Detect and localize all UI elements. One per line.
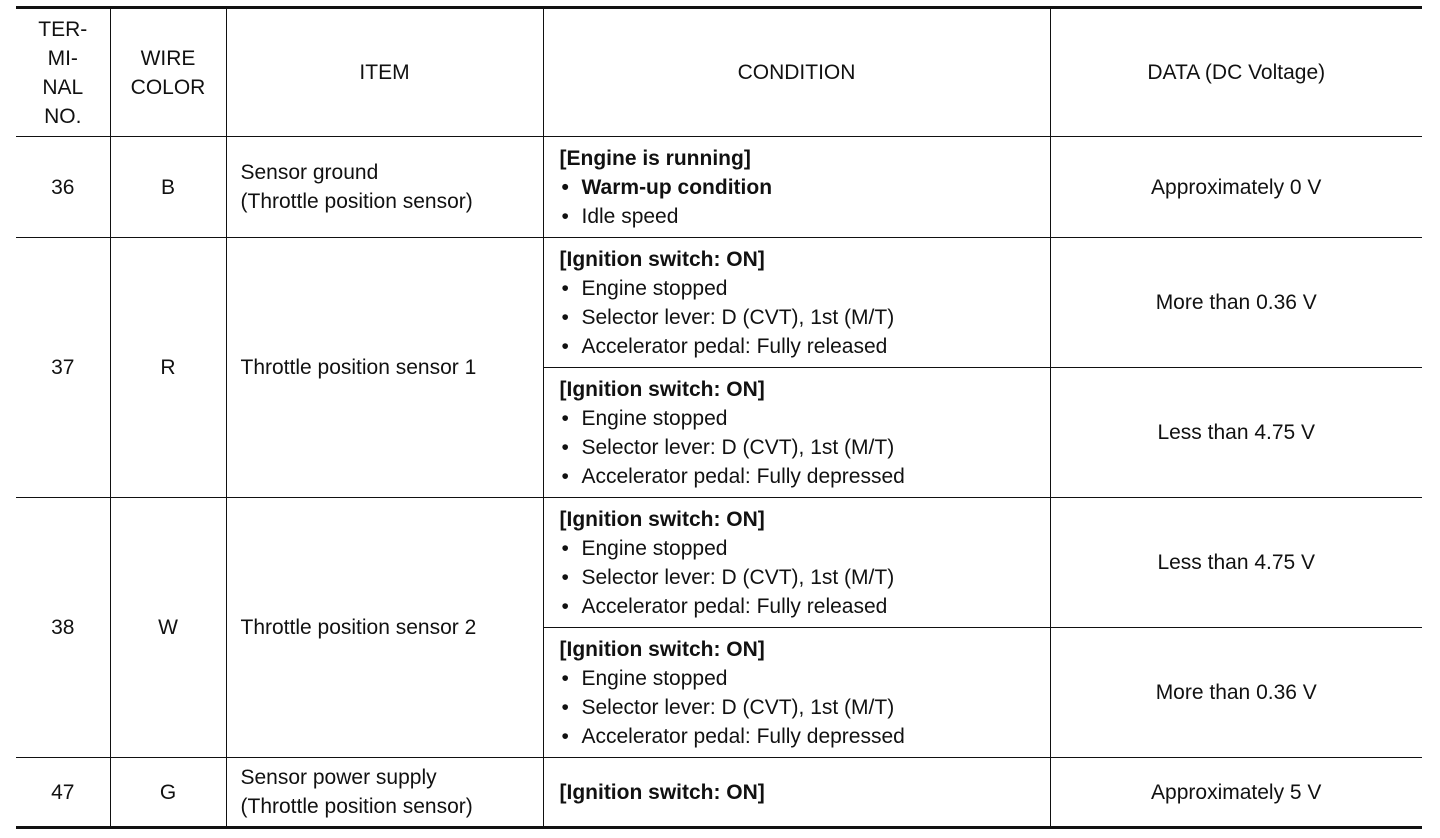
item-line: (Throttle position sensor) — [240, 190, 473, 213]
data-cell: More than 0.36 V — [1050, 628, 1422, 758]
item-cell: Throttle position sensor 2 — [226, 498, 543, 758]
wire-color-cell: G — [110, 758, 226, 828]
condition-bullet: • Accelerator pedal: Fully released — [560, 592, 1050, 621]
condition-heading: [Ignition switch: ON] — [559, 507, 765, 531]
header-wire-line: WIRE — [140, 46, 196, 70]
header-terminal-no — [16, 8, 110, 137]
condition-bullet: • Accelerator pedal: Fully released — [560, 332, 1050, 361]
condition-bullet: • Selector lever: D (CVT), 1st (M/T) — [560, 433, 1050, 462]
condition-heading: [Ignition switch: ON] — [559, 247, 765, 271]
item-line: Sensor ground — [240, 161, 379, 184]
condition-cell — [543, 238, 1050, 368]
terminal-cell: 38 — [16, 498, 110, 758]
condition-bullet: • Selector lever: D (CVT), 1st (M/T) — [560, 563, 1050, 592]
condition-heading: [Engine is running] — [559, 146, 751, 170]
condition-list — [560, 173, 1050, 231]
data-cell: Approximately 0 V — [1050, 137, 1422, 238]
condition-bullet: • Engine stopped — [560, 404, 1050, 433]
data-cell: Approximately 5 V — [1050, 758, 1422, 828]
condition-bullet: • Selector lever: D (CVT), 1st (M/T) — [560, 303, 1050, 332]
condition-list — [560, 274, 1050, 361]
header-item: ITEM — [226, 8, 543, 137]
table-header-row — [16, 8, 1422, 137]
condition-bullet: • Idle speed — [560, 202, 1050, 231]
terminal-data-table — [16, 6, 1422, 829]
condition-bullet: • Warm-up condition — [560, 173, 1050, 202]
item-line: Sensor power supply — [240, 766, 437, 789]
table-row — [16, 137, 1422, 238]
condition-bullet: • Accelerator pedal: Fully depressed — [560, 722, 1050, 751]
header-data: DATA (DC Voltage) — [1050, 8, 1422, 137]
header-terminal-line: MI- — [47, 46, 78, 70]
wire-color-cell: R — [110, 238, 226, 498]
condition-bullet: • Accelerator pedal: Fully depressed — [560, 462, 1050, 491]
condition-bullet: • Engine stopped — [560, 274, 1050, 303]
header-wire-line: COLOR — [130, 75, 206, 99]
condition-heading: [Ignition switch: ON] — [559, 780, 765, 804]
item-cell — [226, 758, 543, 828]
header-terminal-line: NO. — [44, 104, 82, 128]
header-condition: CONDITION — [543, 8, 1050, 137]
condition-cell — [543, 368, 1050, 498]
table-row — [16, 498, 1422, 628]
condition-list — [560, 664, 1050, 751]
data-cell: More than 0.36 V — [1050, 238, 1422, 368]
table-row — [16, 758, 1422, 828]
condition-cell — [543, 628, 1050, 758]
data-cell: Less than 4.75 V — [1050, 368, 1422, 498]
terminal-cell: 47 — [16, 758, 110, 828]
condition-list — [560, 534, 1050, 621]
wire-color-cell: W — [110, 498, 226, 758]
header-wire-color — [110, 8, 226, 137]
table-row — [16, 238, 1422, 368]
condition-cell — [543, 137, 1050, 238]
condition-cell — [543, 758, 1050, 828]
condition-list — [560, 404, 1050, 491]
condition-bullet: • Engine stopped — [560, 534, 1050, 563]
header-terminal-line: NAL — [42, 75, 84, 99]
item-cell — [226, 137, 543, 238]
condition-bullet: • Engine stopped — [560, 664, 1050, 693]
wire-color-cell: B — [110, 137, 226, 238]
terminal-cell: 36 — [16, 137, 110, 238]
condition-bullet: • Selector lever: D (CVT), 1st (M/T) — [560, 693, 1050, 722]
condition-cell — [543, 498, 1050, 628]
header-terminal-line: TER- — [38, 17, 88, 41]
item-line: (Throttle position sensor) — [240, 795, 473, 818]
condition-heading: [Ignition switch: ON] — [559, 637, 765, 661]
condition-heading: [Ignition switch: ON] — [559, 377, 765, 401]
data-cell: Less than 4.75 V — [1050, 498, 1422, 628]
item-cell: Throttle position sensor 1 — [226, 238, 543, 498]
terminal-cell: 37 — [16, 238, 110, 498]
